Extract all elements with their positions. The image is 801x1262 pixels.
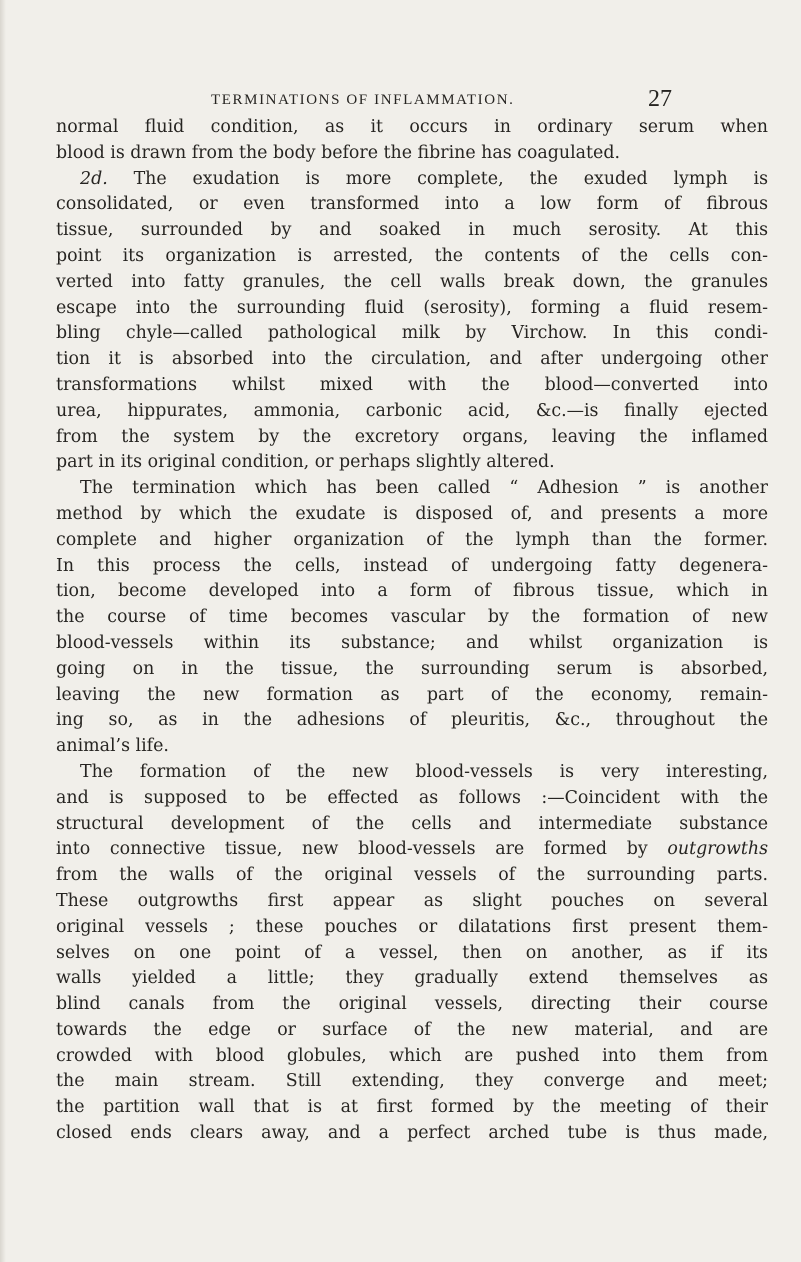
- text-line: animal’s life.: [56, 736, 169, 757]
- text-line: blind canals from the original vessels, directing their course: [56, 994, 768, 1015]
- text-line: In this process the cells, instead of undergoing fatty degenera-: [56, 555, 768, 576]
- page-number: 27: [648, 86, 672, 112]
- page-gutter-shadow: [0, 0, 6, 1262]
- text-line: selves on one point of a vessel, then on another, as if its: [56, 942, 768, 963]
- running-title: TERMINATIONS OF INFLAMMATION.: [211, 92, 515, 108]
- text-line: blood-vessels within its substance; and whilst organization is: [56, 632, 768, 653]
- text-line: transformations whilst mixed with the blood—converted into: [56, 374, 768, 395]
- text-line: urea, hippurates, ammonia, carbonic acid, &c.—is finally ejected: [56, 400, 768, 421]
- text-line: [56, 837, 768, 863]
- text-line: tion, become developed into a form of fibrous tissue, which in: [56, 581, 768, 602]
- text-line: from the walls of the original vessels of the surrounding parts.: [56, 865, 768, 886]
- text-line: point its organization is arrested, the contents of the cells con-: [56, 245, 768, 266]
- text-line: The termination which has been called “ Adhesion ” is another: [80, 478, 768, 499]
- text-line: the partition wall that is at first formed by the meeting of their: [56, 1097, 768, 1118]
- text-line: escape into the surrounding fluid (serosity), forming a fluid resem-: [56, 297, 768, 318]
- text-line: towards the edge or surface of the new material, and are: [56, 1019, 768, 1040]
- body-text: [56, 115, 768, 1147]
- text-line: The formation of the new blood-vessels is very interesting,: [80, 761, 768, 782]
- text-line-content: The exudation is more complete, the exuded lymph is: [133, 168, 768, 189]
- text-line: ing so, as in the adhesions of pleuritis, &c., throughout the: [56, 710, 768, 731]
- text-line: verted into fatty granules, the cell walls break down, the granules: [56, 271, 768, 292]
- text-line: from the system by the excretory organs, leaving the inflamed: [56, 426, 768, 447]
- running-head: [0, 88, 801, 116]
- text-line: These outgrowths first appear as slight pouches on several: [56, 890, 768, 911]
- text-line: leaving the new formation as part of the economy, remain-: [56, 684, 768, 705]
- text-line: [56, 167, 768, 193]
- ordinal-marker: 2d.: [80, 168, 108, 189]
- text-line: tion it is absorbed into the circulation, and after undergoing other: [56, 349, 768, 370]
- italic-term: outgrowths: [667, 839, 768, 860]
- text-line: the main stream. Still extending, they converge and meet;: [56, 1071, 768, 1092]
- text-line: tissue, surrounded by and soaked in much serosity. At this: [56, 220, 768, 241]
- text-line: method by which the exudate is disposed of, and presents a more: [56, 503, 768, 524]
- text-line: original vessels ; these pouches or dilatations first present them-: [56, 916, 768, 937]
- text-line: the course of time becomes vascular by the formation of new: [56, 607, 768, 628]
- text-line: part in its original condition, or perhaps slightly altered.: [56, 452, 555, 473]
- text-line: closed ends clears away, and a perfect arched tube is thus made,: [56, 1123, 768, 1144]
- text-line: walls yielded a little; they gradually extend themselves as: [56, 968, 768, 989]
- text-line: structural development of the cells and intermediate substance: [56, 813, 768, 834]
- text-line: and is supposed to be effected as follows :—Coincident with the: [56, 787, 768, 808]
- text-line: complete and higher organization of the lymph than the former.: [56, 529, 768, 550]
- text-line: going on in the tissue, the surrounding serum is absorbed,: [56, 658, 768, 679]
- text-line: crowded with blood globules, which are pushed into them from: [56, 1045, 768, 1066]
- text-line: normal fluid condition, as it occurs in ordinary serum when: [56, 117, 768, 137]
- text-line: blood is drawn from the body before the fibrine has coagulated.: [56, 142, 620, 163]
- text-line-content: into connective tissue, new blood-vessels are formed by: [56, 839, 668, 860]
- text-line: consolidated, or even transformed into a low form of fibrous: [56, 194, 768, 215]
- text-line: bling chyle—called pathological milk by Virchow. In this condi-: [56, 323, 768, 344]
